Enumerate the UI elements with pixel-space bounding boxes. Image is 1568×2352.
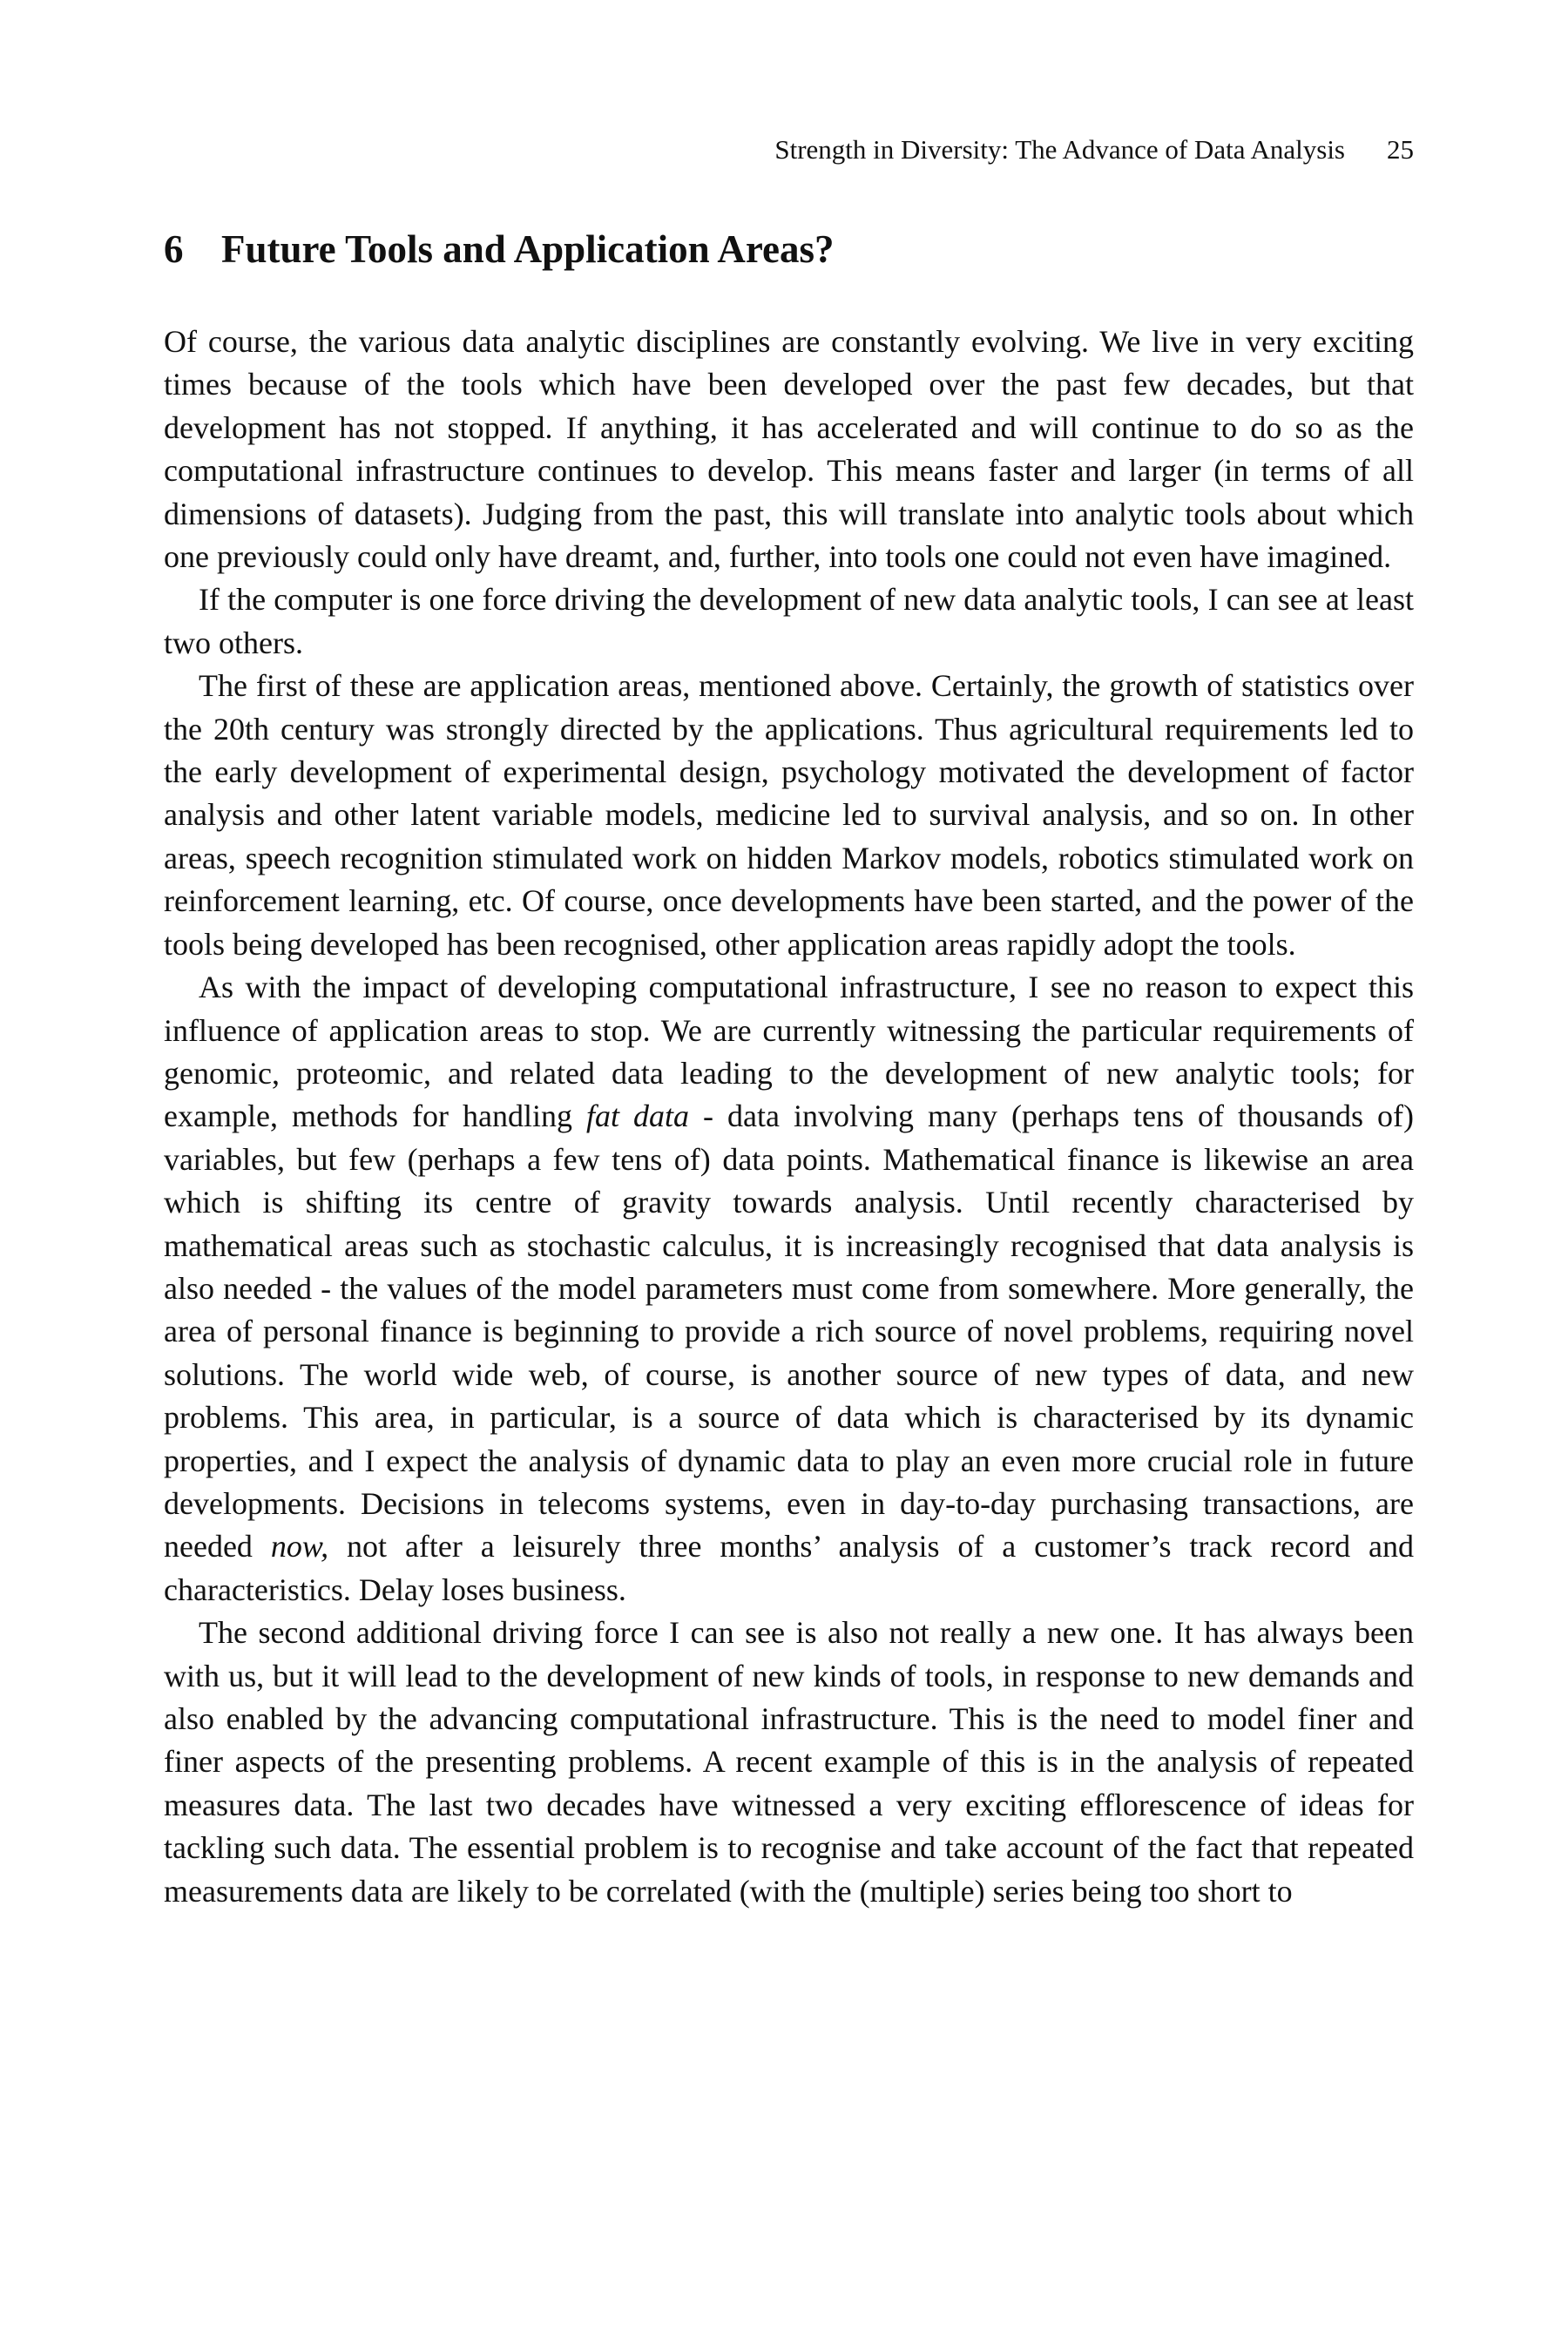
- paragraph-3: The first of these are application areas, mentioned above. Certainly, the growth of statistics over the 20th century was strongly directed by the applications. Thus agricultural requirements led to the early development of experimental design, psychology motivated the development of factor analysis and other latent variable models, medicine led to survival analysis, and so on. In other areas, speech recognition stimulated work on hidden Markov models, robotics stimulated work on reinforcement learning, etc. Of course, once developments have been started, and the power of the tools being developed has been recognised, other application areas rapidly adopt the tools.: [164, 668, 1414, 962]
- running-title: Strength in Diversity: The Advance of Data Analysis: [774, 134, 1345, 165]
- page-number: 25: [1387, 134, 1414, 165]
- emphasis-now: now,: [270, 1529, 329, 1565]
- running-header: [164, 132, 1414, 167]
- body-text: [164, 321, 1414, 1913]
- paragraph-4-text-c: not after a leisurely three months’ analysis of a customer’s track record and characteristics. Delay loses business.: [164, 1529, 1414, 1607]
- section-title: Future Tools and Application Areas?: [221, 227, 835, 271]
- emphasis-fat-data: fat data: [585, 1098, 689, 1134]
- paragraph-4-text-a: As with the impact of developing computational infrastructure, I see no reason to expect this influence of application areas to stop. We are currently witnessing the particular requirements of genomic, proteomic, and related data leading to the development of new analytic tools; for example, methods for handling: [164, 970, 1414, 1134]
- section-heading: [164, 225, 1414, 274]
- paragraph-4: [164, 966, 1414, 1612]
- paragraph-4-text-b: - data involving many (perhaps tens of thousands of) variables, but few (perhaps a few tens of) data points. Mathematical finance is likewise an area which is shifting its centre of gravity towards analysis. Until recently characterised by mathematical areas such as stochastic calculus, it is increasingly recognised that data analysis is also needed - the values of the model parameters must come from somewhere. More generally, the area of personal finance is beginning to provide a rich source of novel problems, requiring novel solutions. The world wide web, of course, is another source of new types of data, and new problems. This area, in particular, is a source of data which is characterised by its dynamic properties, and I expect the analysis of dynamic data to play an even more crucial role in future developments. Decisions in telecoms systems, even in day-to-day purchasing transactions, are needed: [164, 1098, 1414, 1565]
- paragraph-5: The second additional driving force I can see is also not really a new one. It has always been with us, but it will lead to the development of new kinds of tools, in response to new demands and also enabled by the advancing computational infrastructure. This is the need to model finer and finer aspects of the presenting problems. A recent example of this is in the analysis of repeated measures data. The last two decades have witnessed a very exciting efflorescence of ideas for tackling such data. The essential problem is to recognise and take account of the fact that repeated measurements data are likely to be correlated (with the (multiple) series being too short to: [164, 1615, 1414, 1909]
- section-number: 6: [164, 227, 184, 271]
- paragraph-2: If the computer is one force driving the development of new data analytic tools, I can see at least two others.: [164, 582, 1414, 660]
- paragraph-1: Of course, the various data analytic disciplines are constantly evolving. We live in very exciting times because of the tools which have been developed over the past few decades, but that development has not stopped. If anything, it has accelerated and will continue to do so as the computational infrastructure continues to develop. This means faster and larger (in terms of all dimensions of datasets). Judging from the past, this will translate into analytic tools about which one previously could only have dreamt, and, further, into tools one could not even have imagined.: [164, 324, 1414, 575]
